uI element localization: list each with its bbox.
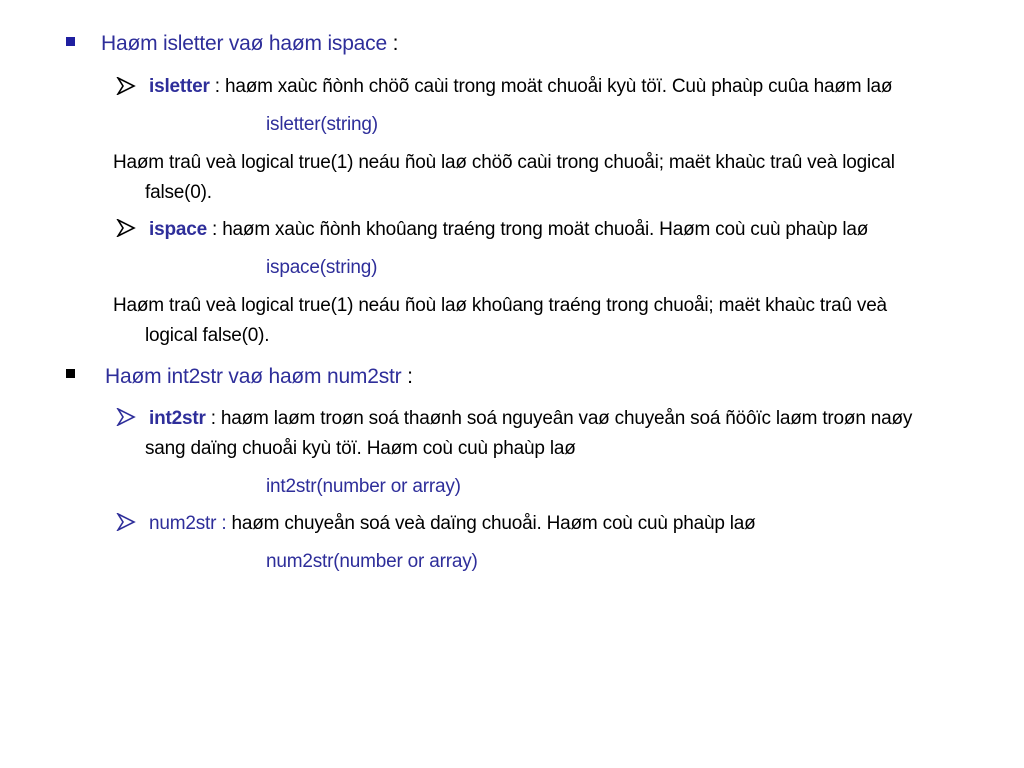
isletter-name: isletter: [149, 76, 210, 97]
int2str-description: [149, 407, 912, 431]
arrowhead-outline-icon: [116, 77, 136, 95]
isletter-description: [149, 75, 892, 99]
ispace-description: [149, 218, 868, 242]
ispace-syntax: ispace(string): [266, 257, 378, 278]
num2str-desc: haøm chuyeån soá veà daïng chuoåi. Haøm coù cuù phaùp laø: [226, 513, 756, 534]
filled-square-icon: [66, 369, 75, 378]
arrowhead-outline-icon: [116, 513, 136, 531]
num2str-description: [149, 512, 756, 536]
arrowhead-outline-icon: [116, 219, 136, 237]
section2-heading: [105, 365, 413, 389]
arrowhead-outline-icon: [116, 408, 136, 426]
num2str-syntax: num2str(number or array): [266, 551, 478, 572]
int2str-name: int2str: [149, 408, 206, 429]
section2-heading-colon: :: [401, 365, 413, 388]
isletter-desc: : haøm xaùc ñònh chöõ caùi trong moät chuoåi kyù töï. Cuù phaùp cuûa haøm laø: [209, 76, 893, 97]
int2str-syntax: int2str(number or array): [266, 476, 461, 497]
filled-square-icon: [66, 37, 75, 46]
isletter-syntax: isletter(string): [266, 114, 378, 135]
ispace-return-line2: logical false(0).: [145, 325, 270, 346]
isletter-return-line2: false(0).: [145, 182, 212, 203]
ispace-desc: : haøm xaùc ñònh khoûang traéng trong moät chuoåi. Haøm coù cuù phaùp laø: [206, 219, 869, 240]
ispace-return-line1: Haøm traû veà logical true(1) neáu ñoù laø khoûang traéng trong chuoåi; maët khaùc traû veà: [113, 295, 887, 316]
ispace-name: ispace: [149, 219, 207, 240]
num2str-name: num2str :: [149, 513, 227, 534]
section1-heading-text: Haøm isletter vaø haøm ispace: [101, 32, 387, 55]
int2str-desc-line1: : haøm laøm troøn soá thaønh soá nguyeân vaø chuyeån soá ñöôïc laøm troøn naøy: [205, 408, 913, 429]
section2-heading-text: Haøm int2str vaø haøm num2str: [105, 365, 402, 388]
section1-heading-colon: :: [386, 32, 399, 55]
isletter-return-line1: Haøm traû veà logical true(1) neáu ñoù laø chöõ caùi trong chuoåi; maët khaùc traû veà logical: [113, 152, 895, 173]
section1-heading: [101, 32, 398, 56]
int2str-desc-line2: sang daïng chuoåi kyù töï. Haøm coù cuù phaùp laø: [145, 438, 576, 459]
